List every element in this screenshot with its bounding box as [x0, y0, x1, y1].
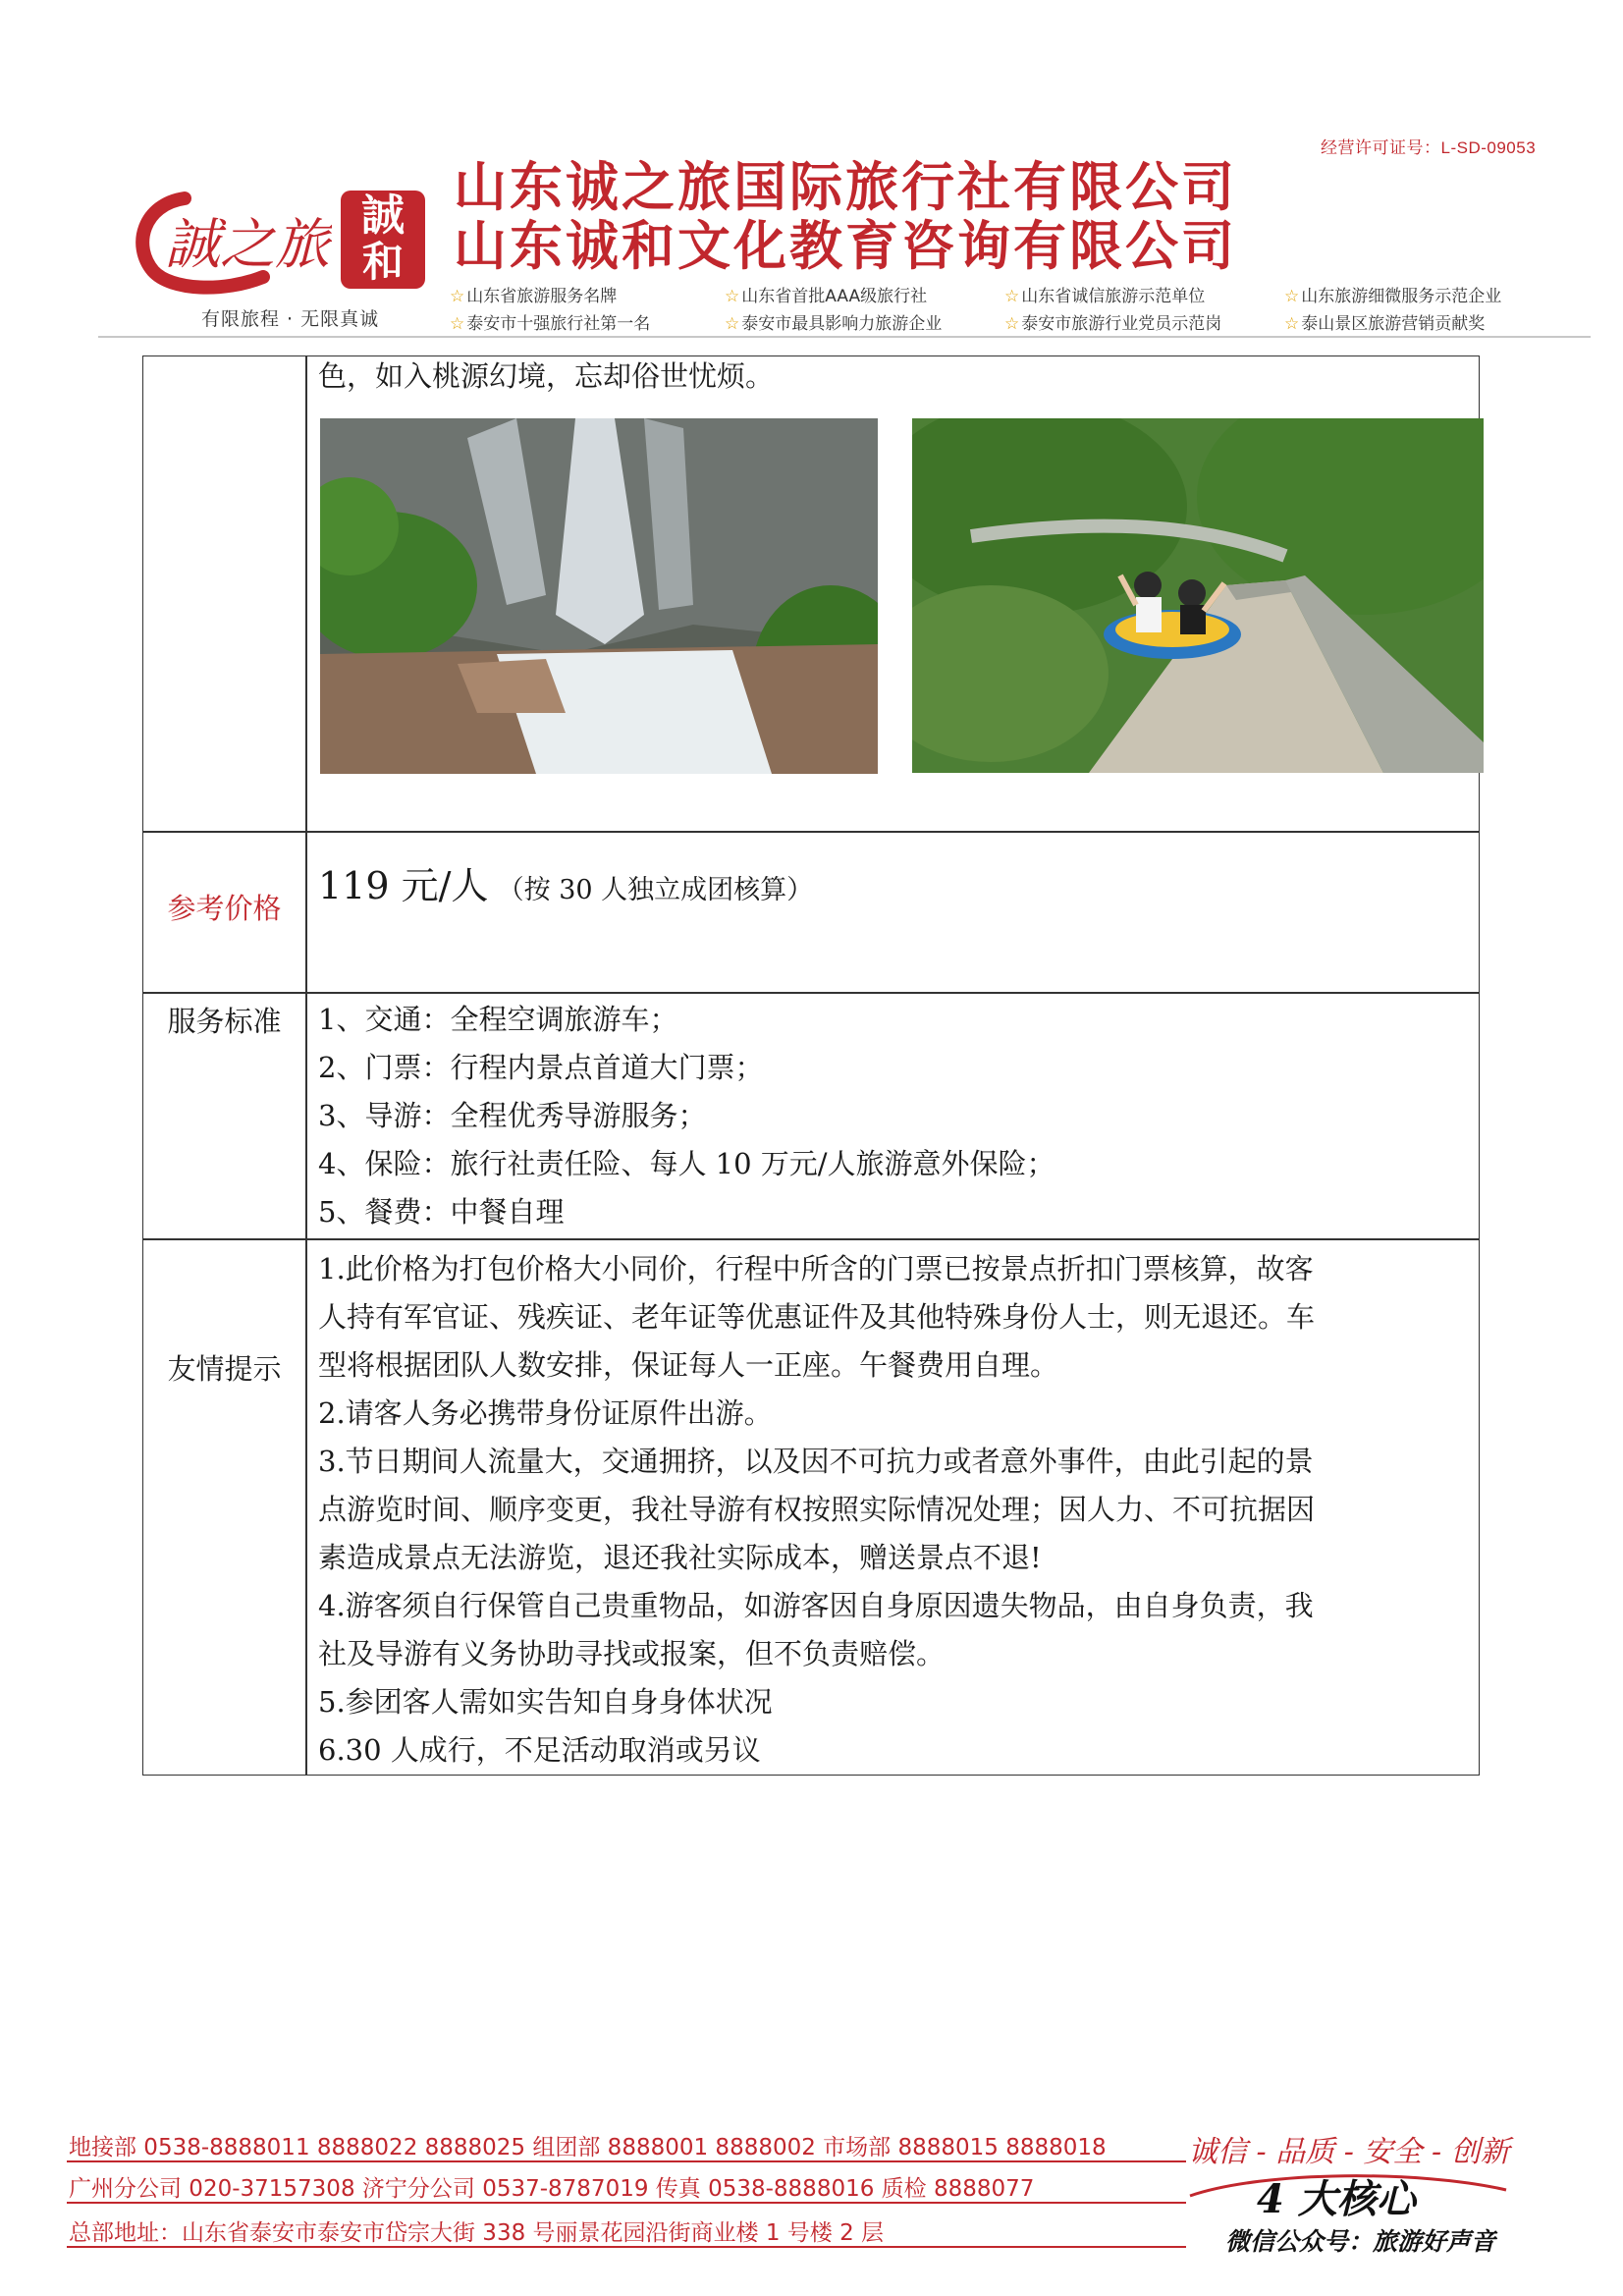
list-item: 5、餐费：中餐自理 — [318, 1195, 565, 1229]
seal-top-char: 誠 — [361, 191, 405, 241]
slide-photo — [912, 418, 1484, 773]
header-divider — [98, 336, 1591, 338]
list-item: 点游览时间、顺序变更，我社导游有权按照实际情况处理；因人力、不可抗据因 — [318, 1493, 1316, 1526]
footer-address: 总部地址：山东省泰安市泰安市岱宗大街 338 号丽景花园沿街商业楼 1 号楼 2 层 — [69, 2220, 885, 2246]
honor-item: ☆ 泰安市旅游行业党员示范岗 — [1004, 314, 1222, 334]
honor-item: ☆ 山东省旅游服务名牌 — [450, 287, 618, 306]
list-item: 6.30 人成行，不足活动取消或另议 — [318, 1733, 761, 1767]
waterfall-photo — [320, 418, 878, 774]
list-item: 型将根据团队人数安排，保证每人一正座。午餐费用自理。 — [318, 1348, 1059, 1382]
star-icon: ☆ — [1284, 314, 1300, 334]
services-list — [318, 996, 1055, 1236]
list-item: 素造成景点无法游览，退还我社实际成本，赠送景点不退! — [318, 1541, 1042, 1574]
honor-item: ☆ 山东省首批AAA级旅行社 — [725, 287, 928, 306]
company-name-2: 山东诚和文化教育咨询有限公司 — [454, 215, 1237, 277]
row-divider — [143, 1238, 1479, 1240]
footer-divider — [67, 2202, 1186, 2204]
honor-item: ☆ 山东省诚信旅游示范单位 — [1004, 287, 1206, 306]
list-item: 4、保险：旅行社责任险、每人 10 万元/人旅游意外保险； — [318, 1147, 1055, 1180]
row-divider — [143, 831, 1479, 833]
logo-mark — [126, 187, 332, 295]
tips-label: 友情提示 — [167, 1352, 282, 1386]
star-icon: ☆ — [1284, 287, 1300, 306]
star-icon: ☆ — [450, 314, 465, 334]
license-number: 经营许可证号：L-SD-09053 — [1321, 138, 1537, 157]
price-value — [318, 851, 813, 925]
row-divider — [143, 992, 1479, 994]
logo-slogan: 有限旅程 · 无限真诚 — [201, 308, 380, 330]
footer-values: 诚信 - 品质 - 安全 - 创新 — [1188, 2135, 1510, 2169]
list-item: 1.此价格为打包价格大小同价，行程中所含的门票已按景点折扣门票核算，故客 — [318, 1252, 1314, 1285]
list-item: 2.请客人务必携带身份证原件出游。 — [318, 1396, 773, 1430]
footer-contact-2: 广州分公司 020-37157308 济宁分公司 0537-8787019 传真 0538-8888016 质检 8888077 — [69, 2176, 1035, 2202]
list-item: 5.参团客人需如实告知自身身体状况 — [318, 1685, 773, 1719]
honor-item: ☆ 泰山景区旅游营销贡献奖 — [1284, 314, 1486, 334]
star-icon: ☆ — [1004, 314, 1020, 334]
list-item: 2、门票：行程内景点首道大门票； — [318, 1051, 764, 1084]
footer-core: 4 大核心 — [1257, 2176, 1416, 2222]
footer-contact-1: 地接部 0538-8888011 8888022 8888025 组团部 8888001 8888002 市场部 8888015 8888018 — [69, 2135, 1107, 2160]
footer-wechat: 微信公众号：旅游好声音 — [1225, 2227, 1496, 2256]
seal-bottom-char: 和 — [361, 238, 404, 286]
tips-list — [318, 1245, 1315, 1775]
list-item: 4.游客须自行保管自己贵重物品，如游客因自身原因遗失物品，由自身负责，我 — [318, 1589, 1314, 1622]
star-icon: ☆ — [725, 287, 740, 306]
star-icon: ☆ — [450, 287, 465, 306]
services-label: 服务标准 — [167, 1005, 282, 1038]
seal-logo — [341, 191, 425, 289]
price-note: （按 30 人独立成团核算） — [497, 875, 814, 905]
star-icon: ☆ — [725, 314, 740, 334]
footer-divider — [67, 2246, 1186, 2248]
list-item: 社及导游有义务协助寻找或报案，但不负责赔偿。 — [318, 1637, 946, 1670]
column-divider — [305, 356, 307, 1775]
price-amount: 119 元/人 — [318, 864, 489, 907]
company-name-1: 山东诚之旅国际旅行社有限公司 — [454, 156, 1237, 218]
honor-item: ☆ 山东旅游细微服务示范企业 — [1284, 287, 1502, 306]
price-label: 参考价格 — [167, 892, 282, 925]
list-item: 3.节日期间人流量大，交通拥挤，以及因不可抗力或者意外事件，由此引起的景 — [318, 1445, 1314, 1478]
itinerary-table — [142, 355, 1480, 1776]
honor-item: ☆ 泰安市最具影响力旅游企业 — [725, 314, 943, 334]
honor-item: ☆ 泰安市十强旅行社第一名 — [450, 314, 651, 334]
intro-text: 色，如入桃源幻境，忘却俗世忧烦。 — [318, 359, 775, 393]
list-item: 人持有军官证、残疾证、老年证等优惠证件及其他特殊身份人士，则无退还。车 — [318, 1300, 1316, 1334]
footer-divider — [67, 2160, 1186, 2162]
list-item: 3、导游：全程优秀导游服务； — [318, 1099, 707, 1132]
logo-script-text: 誠之旅 — [165, 213, 330, 277]
list-item: 1、交通：全程空调旅游车； — [318, 1003, 678, 1036]
star-icon: ☆ — [1004, 287, 1020, 306]
